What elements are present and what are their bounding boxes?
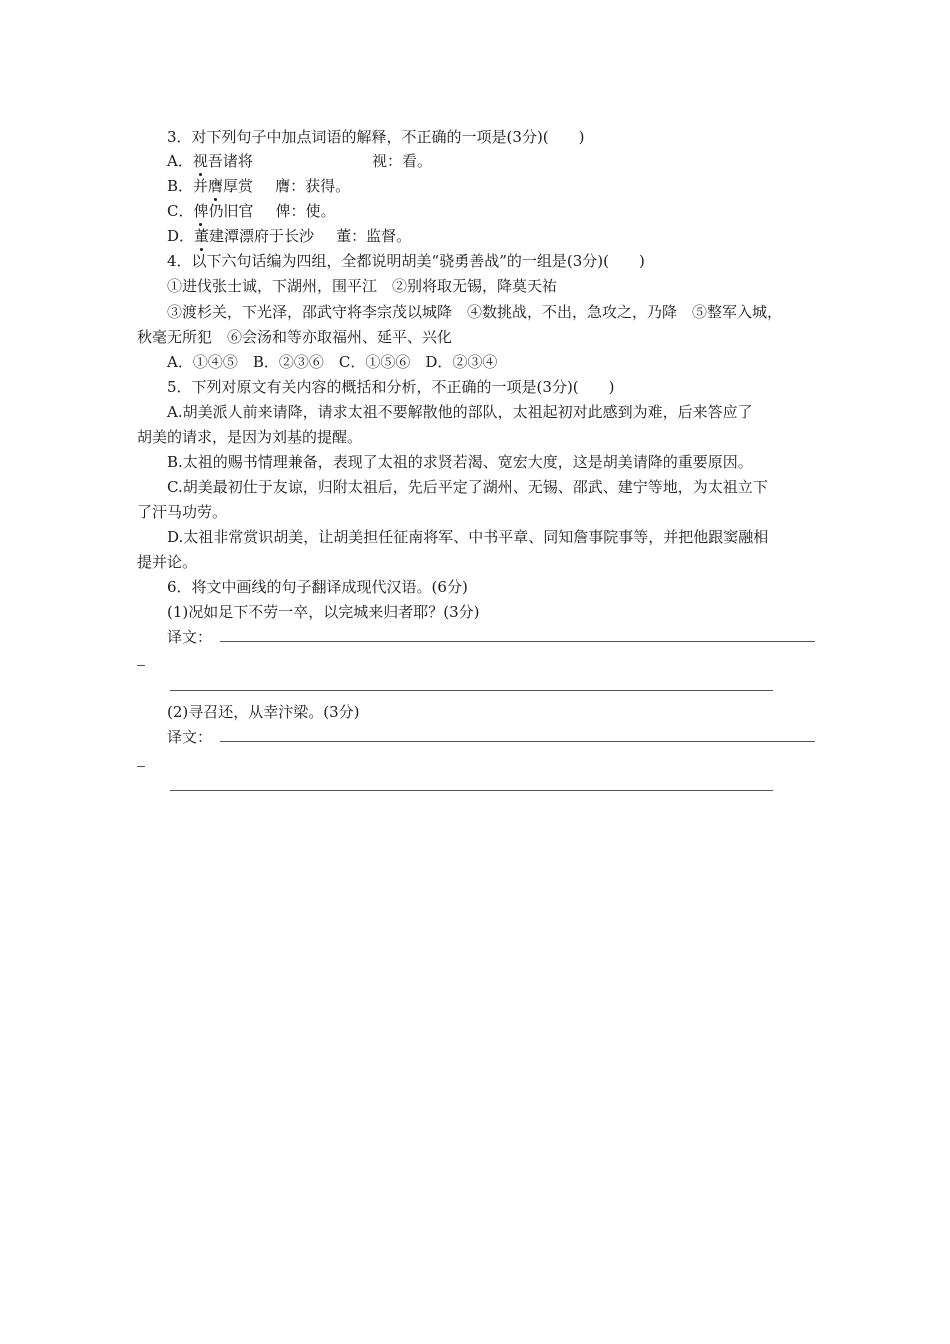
q4-stem: 4．以下六句话编为四组，全都说明胡美“骁勇善战”的一组是(3分)( ): [167, 252, 645, 270]
q3-option-c-prefix: C．: [167, 202, 194, 220]
q3-option-b-dotted-char: 膺: [208, 177, 224, 195]
q6-sentence-1: (1)况如足下不劳一卒，以完城来归者耶？(3分): [167, 603, 480, 621]
q4-line-2: ③渡杉关，下光泽，邵武守将李宗茂以城降 ④数挑战，不出，急攻之，乃降 ⑤整军入城，: [167, 303, 783, 321]
q3-option-d: [167, 226, 411, 246]
q5-option-c-line-1: C.胡美最初仕于友谅，归附太祖后，先后平定了湖州、无锡、邵武、建宁等地，为太祖立下: [167, 478, 768, 496]
q3-option-c-text: 仍旧官: [208, 202, 254, 220]
q3-option-b-gloss: 膺：获得。: [275, 177, 351, 195]
q6-answer-1-wrap-mark: [137, 665, 145, 666]
q3-option-a-dotted-char: 视: [192, 152, 208, 170]
q4-choices: A．①④⑤ B．②③⑥ C．①⑤⑥ D．②③④: [167, 353, 498, 371]
q4-line-3: 秋毫无所犯 ⑥会汤和等亦取福州、延平、兴化: [137, 328, 453, 346]
q5-option-a-line-2: 胡美的请求，是因为刘基的提醒。: [137, 428, 363, 446]
q6-answer-1-label: 译文：: [167, 628, 213, 646]
q3-option-a: [167, 151, 253, 171]
q5-option-d-line-2: 提并论。: [137, 553, 198, 571]
q3-option-c: [167, 201, 336, 221]
q3-option-a-gloss: 视：看。: [372, 152, 433, 170]
q3-option-a-prefix: A．: [167, 152, 193, 170]
q3-option-d-text: 建潭漂府于长沙: [209, 227, 315, 245]
q3-option-b-prefix: B．并: [167, 177, 209, 195]
q6-answer-2-line-2[interactable]: [170, 790, 773, 791]
q3-option-c-dotted-char: 俾: [193, 202, 209, 220]
q6-answer-2-line-1[interactable]: [220, 741, 815, 742]
q6-answer-1-line-2[interactable]: [170, 690, 773, 691]
q6-answer-2-wrap-mark: [137, 766, 145, 767]
q5-option-b-line-1: B.太祖的赐书情理兼备，表现了太祖的求贤若渴、宽宏大度，这是胡美请降的重要原因。: [167, 453, 753, 471]
q6-stem: 6．将文中画线的句子翻译成现代汉语。(6分): [167, 578, 468, 596]
q6-answer-2-label: 译文：: [167, 728, 213, 746]
q5-option-c-line-2: 了汗马功劳。: [137, 503, 228, 521]
q4-line-1: ①进伐张士诚，下湖州，围平江 ②别将取无锡，降莫天祐: [167, 277, 558, 295]
q5-option-a-line-1: A.胡美派人前来请降，请求太祖不要解散他的部队，太祖起初对此感到为难，后来答应了: [167, 403, 753, 421]
q6-answer-1-line-1[interactable]: [220, 641, 815, 642]
q6-sentence-2: (2)寻召还，从幸汴梁。(3分): [167, 703, 360, 721]
q3-option-b: [167, 176, 350, 196]
q3-stem: 3．对下列句子中加点词语的解释，不正确的一项是(3分)( ): [167, 128, 585, 146]
q5-stem: 5．下列对原文有关内容的概括和分析，不正确的一项是(3分)( ): [167, 378, 615, 396]
q3-option-b-text: 厚赏: [223, 177, 254, 195]
q3-option-d-dotted-char: 董: [194, 227, 210, 245]
q3-option-d-gloss: 董：监督。: [336, 227, 412, 245]
q3-option-d-prefix: D．: [167, 227, 195, 245]
q3-option-a-text: 吾诸将: [207, 152, 253, 170]
q5-option-d-line-1: D.太祖非常赏识胡美，让胡美担任征南将军、中书平章、同知詹事院事等，并把他跟窦融相: [167, 528, 769, 546]
q3-option-c-gloss: 俾：使。: [275, 202, 336, 220]
